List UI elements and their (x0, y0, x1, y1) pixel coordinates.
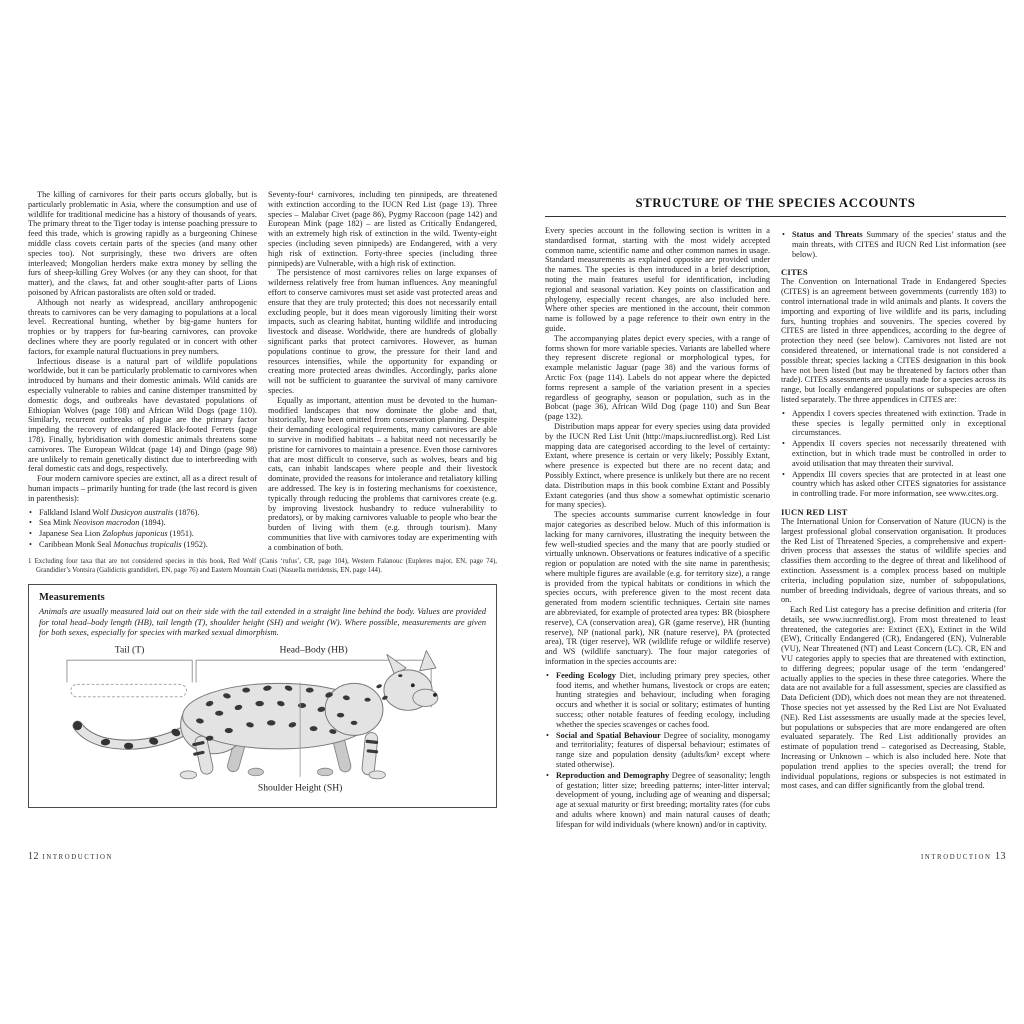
species-year: (1952). (181, 539, 208, 549)
paragraph-ancillary-threats: Although not nearly as widespread, ancillary anthropogenic threats to carnivores can be very damaging to populations at a local level. Recreational hunting, whether by big-game hunters for trophies or by trappers for fur-bearing carnivores, can provoke declines where they are poorly regulated or in concert with other factors, for example natural fluctuations in prey numbers. (28, 297, 257, 356)
bullet-text: Summary of the species’ status and the main threats, with CITES and IUCN Red List information (see below). (792, 230, 1006, 259)
cat-tail-tip (73, 721, 82, 730)
left-page-columns (28, 190, 497, 552)
bullet-text: Degree of sociality, monogamy and territoriality; features of dispersal behaviour; estimates of range size and population density (adults/km² except where stated otherwise). (556, 730, 770, 770)
species-scientific-name: Neovison macrodon (73, 518, 140, 528)
section-name: INTRODUCTION (920, 854, 992, 861)
paragraph-persistence: The persistence of most carnivores relies on large expanses of wilderness relatively free from human influences. Any meaningful effort to conserve carnivores must set aside vast protected areas and ensure that they are truly protected; this does not necessarily entail excluding people, but it does mean vigorously limiting their worst impacts, such as clearing habitat, hunting wildlife and introducing livestock and disease. Worldwide, there are hundreds of globally significant parks that protect carnivores. However, as human populations continue to grow, the pressure for their land and resources intensifies, while the opportunity for expanding or creating more protected areas dwindles. Accordingly, parks alone will not be sufficient to guarantee the survival of many carnivore species. (268, 268, 497, 395)
cat-paw (180, 770, 196, 778)
cat-shoulder (325, 683, 383, 735)
section-name: INTRODUCTION (42, 854, 114, 861)
head-body-label: Head–Body (HB) (279, 644, 348, 656)
paragraph-threatened-counts: Seventy-four¹ carnivores, including ten pinnipeds, are threatened with extinction according to the IUCN Red List (page 13). Three species – Malabar Civet (page 86), Pygmy Raccoon (page 142) and European Mink (page 182) – are listed as Critically Endangered, with an extremely high risk of extinction in the wild. Twenty-eight species (including seven pinnipeds) are Endangered, with a very high risk of extinction. Forty-three species (including three pinnipeds) are Vulnerable, with a high risk of extinction. (268, 190, 497, 268)
tail-label: Tail (T) (114, 644, 145, 656)
species-common-name: Sea Mink (39, 518, 74, 528)
paragraph-iucn-intro: The International Union for Conservation of Nature (IUCN) is the largest professional global conservation organisation. It produces the Red List of Threatened Species, a comprehensive and expert-driven process that assesses the status of wildlife species and classifies them according to the degree of threat and likelihood of extinction. Assessment is a complex process based on multiple criteria, including population size, number of subpopulations, number of breeding individuals, degree of various threats, and so on. (781, 516, 1006, 605)
cat-paw (369, 770, 385, 778)
list-item-feeding-ecology (545, 671, 770, 730)
species-common-name: Caribbean Monk Seal (39, 539, 114, 549)
left-page-column-1 (28, 190, 257, 552)
page-title: STRUCTURE OF THE SPECIES ACCOUNTS (635, 196, 916, 210)
cat-paw (248, 768, 263, 776)
list-item-social-spatial (545, 731, 770, 770)
list-item (28, 518, 257, 528)
cat-illustration (73, 650, 438, 778)
measurements-caption: Animals are usually measured laid out on their side with the tail extended in a straight line behind the body. Values are provided for total head–body length (HB), tail length (T), shoulder height (SH) and weight (W). Where possible, measurements are given for both sexes, especially for species with marked sexual dimorphism. (39, 606, 486, 638)
right-page-columns (545, 226, 1006, 831)
paragraph-human-modified: Equally as important, attention must be devoted to the human-modified landscapes that now dominate the globe and that, historically, have been omitted from conservation planning. Despite their demanding ecological requirements, many carnivores are able to survive in modified habitats – a habitat need not necessarily be pristine for carnivores to maintain a presence. Even those carnivores that are most difficult to conserve, such as wolves, bears and big cats, can inhabit landscapes where people and their livestock dominate, provided the reasons for intolerance and retaliatory killing are addressed. The key is in fostering mechanisms for coexistence, typically through reducing the problems that carnivores create (e.g. by improving livestock husbandry to reduce vulnerability to predators), or by making carnivores valuable to people who bear the burden of living with them (e.g. through tourism). Many communities that live with carnivores today are experimenting with a combination of both. (268, 395, 497, 552)
bullet-text: Degree of seasonality; length of gestation; litter size; breeding patterns; inter-litter interval; development of young, including age of weaning and dispersal; age at sexual maturity or first breeding; mortality rates (for cubs and adults where known) and main natural causes of death; lifespan for wild individuals (where known) and/or in captivity. (556, 770, 771, 829)
bullet-lead: Feeding Ecology (556, 670, 616, 680)
paragraph-iucn-categories: Each Red List category has a precise definition and criteria (for details, see www.iucnredlist.org). From most threatened to least threatened, the categories are: Extinct (EX), Extinct in the Wild (EW), Critically Endangered (CR), Endangered (EN), Vulnerable (VU), Near Threatened (NT) and Least Concern (LC). CR, EN and VU categories apply to species that are threatened with extinction, to differing degrees; popular usage of the term ‘endangered’ actually applies to the species in these three categories. Where the data are not available for a full assessment, species are classified as Data Deficient (DD), which does not mean they are not threatened. Those species not yet assessed by the Red List are Not Evaluated (NE). Red List assessments are usually made at the species level, but populations or subspecies that are more endangered are often evaluated separately. The Red List additionally provides an estimate of population trend – categorised as Decreasing, Stable, Increasing or Unknown – which is also included here. Note that population trend applies to the species overall; the trend for individual populations, regions or subspecies is not estimated in most cases, and can differ significantly from the global trend. (781, 605, 1006, 791)
cat-eye (411, 683, 415, 687)
page-number: 13 (995, 851, 1006, 862)
species-common-name: Japanese Sea Lion (39, 529, 103, 539)
species-year: (1876). (173, 507, 200, 517)
status-bullet-list (781, 230, 1006, 259)
right-page-footer (545, 851, 1006, 862)
paragraph-killing-of-carnivores: The killing of carnivores for their parts occurs globally, but is particularly problematic in Asia, where the consumption and use of wildlife for traditional medicine has a history of thousands of years. The primary threat to the Tiger today is intense poaching pressure to feed this trade, which is growing rapidly as a burgeoning Chinese middle class covets certain parts of the species (and many other species too). Not surprisingly, these two drivers are often interleaved; Mongolian herders make extra money by selling the furs of sheep-killing Grey Wolves (or any they can shoot, for that matter), and the claws, fat and other sought-after parts of Lions poisoned by African pastoralists are often sold or traded. (28, 190, 257, 297)
left-page (28, 190, 497, 862)
tail-band (124, 742, 133, 749)
right-page-column-1 (545, 226, 770, 831)
cat-front-near-leg (361, 731, 378, 774)
list-item (28, 508, 257, 518)
measurements-title: Measurements (39, 592, 105, 604)
list-item-status-threats (781, 230, 1006, 259)
list-item (28, 529, 257, 539)
measurement-figure (39, 640, 488, 798)
list-item (28, 540, 257, 550)
species-scientific-name: Monachus tropicalis (113, 539, 182, 549)
tail-extended-dashed-box (71, 684, 187, 697)
paragraph-plates: The accompanying plates depict every species, with a range of forms shown for more variable species. Variants are labelled where they represent discrete regional or morphological types, for example melanistic Jaguar (page 38) and the various forms of Arctic Fox (page 114). Labels do not appear where the depicted forms represent a sample of the variation present in a species regardless of geography, season or population, such as in the Bobcat (page 36), African Wild Dog (page 110) and Sun Bear (page 132). (545, 333, 770, 422)
measurements-box (28, 584, 497, 808)
extinct-species-list (28, 508, 257, 550)
right-page-column-2 (781, 226, 1006, 831)
bullet-lead: Reproduction and Demography (556, 770, 670, 780)
paragraph-extinct-intro: Four modern carnivore species are extinct, all as a direct result of human impacts – primarily hunting for trade (the last record is given in parenthesis): (28, 474, 257, 503)
species-year: (1951). (167, 529, 194, 539)
cat-muzzle (413, 689, 438, 706)
paragraph-four-categories: The species accounts summarise current knowledge in four major categories as described below. Much of this information is lacking for many carnivores, illustrating the inequity between the few well-studied species and the many that are poorly studied or virtually unknown. Observations or features indicative of a specific region or population are noted with the site name in parenthesis; where multiple figures are available (e.g. for territory size), a range is provided from the typical habitats or conditions in which the species occurs, with preference given to the most recent data generated from modern scientific techniques. Certain site names are abbreviated, for example of protected area types: BR (biosphere reserve), CA (conservation area), GR (game reserve), HR (hunting reserve), NP (national park), NR (nature reserve), PA (protected area), TR (tiger reserve), WR (wildlife refuge or wildlife reserve) and WS (wildlife sanctuary). The four major categories of information in the species accounts are: (545, 510, 770, 667)
species-scientific-name: Dusicyon australis (110, 507, 174, 517)
list-item-reproduction-demography (545, 771, 770, 830)
bullet-text: Diet, including primary prey species, other food items, and whether humans, livestock or crops are eaten; hunting strategies and behaviour, including when foraging occurs and whether it is social or solitary; estimates of hunting success; other notable features of feeding ecology, including whether the species scavenges or caches food. (556, 670, 771, 729)
shoulder-height-label: Shoulder Height (SH) (257, 781, 343, 793)
bullet-lead: Social and Spatial Behaviour (556, 730, 661, 740)
paragraph-distribution-maps: Distribution maps appear for every species using data provided by the IUCN Red List Unit (http://maps.iucnredlist.org). Red List mapping data are categorised according to the level of certainty: Extant, where presence is certain or very likely; Possibly Extant, where presence is expected but there are no recent data; and Possibly Extinct, where presence is unlikely but there are no recent data. Distribution maps in this book combine Extant and Possibly Extant categories (and thus show a somewhat optimistic scenario for many species). (545, 421, 770, 510)
list-item-appendix-1: • Appendix I covers species threatened with extinction. Trade in these species is legally permitted only in exceptional circumstances. (781, 409, 1006, 438)
paragraph-account-format: Every species account in the following section is written in a standardised format, starting with the most widely accepted common name, scientific name and other common names in usage. Standard measurements as explained opposite are provided under the names. The species is then introduced in a brief description, noting the main features useful for identification, including regional and seasonal variation. Key points on classification and phylogeny, especially recent changes, are also included here. Where other species are mentioned in the account, their common name is followed by a page reference to their own entry in the guide. (545, 226, 770, 333)
appendix-bullet-list (781, 409, 1006, 499)
footnote: 1 Excluding four taxa that are not considered species in this book, Red Wolf (Canis ‘rufus’, CR, page 104), Western Falanouc (Eupleres major, EN, page 74), Grandidier’s Vontsira (Galidictis grandidieri, EN, page 76) and Eastern Mountain Coati (Nasuella meridensis, EN, page 144). (28, 558, 497, 574)
tail-bracket (67, 660, 192, 682)
species-common-name: Falkland Island Wolf (39, 507, 111, 517)
cat-nose (433, 693, 437, 697)
cites-heading: CITES (781, 267, 808, 278)
left-page-column-2 (268, 190, 497, 552)
species-scientific-name: Zalophus japonicus (102, 529, 168, 539)
category-bullet-list (545, 671, 770, 830)
species-year: (1894). (139, 518, 166, 528)
cat-paw (317, 768, 332, 776)
paragraph-cites: The Convention on International Trade in Endangered Species (CITES) is an agreement between governments (currently 183) to control international trade in wild animals and plants. It covers the importing and exporting of live wildlife and its parts, including furs, hunting trophies and souvenirs. The species covered by CITES are listed in three appendices, according to the degree of protection they need (see below). Carnivores not listed are not considered threatened, or international trade is not considered a possible threat; species lacking a CITES designation in this book have not been listed (but may be threatened by factors other than trade). CITES assessments are usually made for a species across its range, but locally endangered populations or subspecies are often listed separately. The three appendices in CITES are: (781, 277, 1006, 404)
iucn-heading: IUCN RED LIST (781, 506, 848, 517)
cat-ear (420, 650, 436, 670)
right-page (545, 190, 1006, 862)
bullet-lead: Status and Threats (792, 230, 863, 239)
left-page-footer (28, 851, 497, 862)
list-item-appendix-3: • Appendix III covers species that are protected in at least one country which has asked other CITES signatories for assistance in controlling trade. For more information, see www.cites.org. (781, 470, 1006, 499)
page-number: 12 (28, 851, 39, 862)
heading-rule (545, 216, 1006, 217)
paragraph-infectious-disease: Infectious disease is a natural part of wildlife populations worldwide, but it can be particularly problematic to carnivores when introduced by humans and their domestic animals. Wild canids are especially vulnerable to rabies and canine distemper transmitted by domestic dogs, and outbreaks have devastated populations of Ethiopian Wolves (page 108) and African Wild Dogs (page 110). Similarly, recurrent outbreaks of plague are the primary factor impeding the recovery of endangered Black-footed Ferrets (page 178). Finally, hybridisation with domestic animals threatens some carnivores. The European Wildcat (page 14) and Dingo (page 98) are unlikely to remain genetically distinct due to interbreeding with feral domestic cats and dogs, respectively. (28, 356, 257, 474)
list-item-appendix-2: • Appendix II covers species not necessarily threatened with extinction, but in which trade must be controlled in order to avoid utilisation that may threaten their survival. (781, 439, 1006, 468)
